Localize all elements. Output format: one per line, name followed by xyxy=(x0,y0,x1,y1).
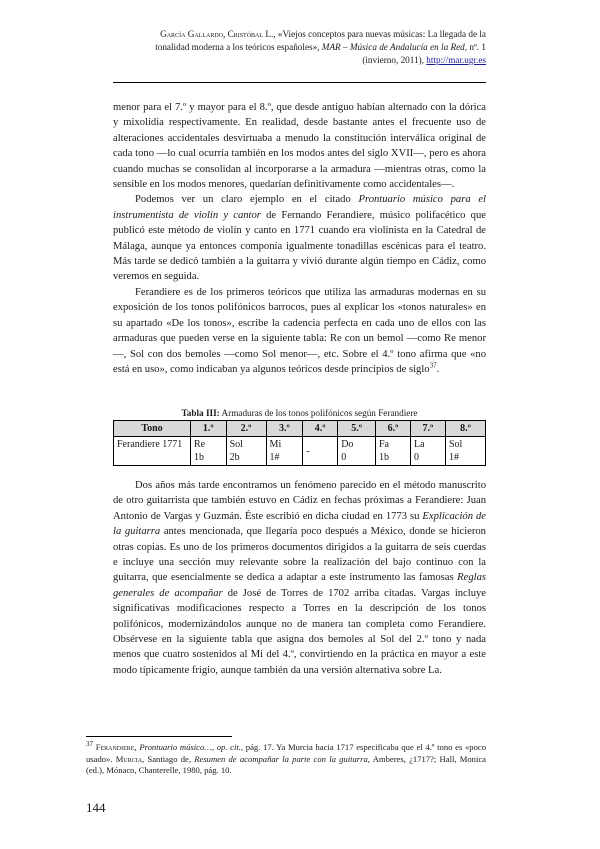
paragraph-4 xyxy=(113,478,486,678)
table-cell xyxy=(410,437,445,466)
header-url-link[interactable]: http://mar.ugr.es xyxy=(426,55,486,65)
main-text-top xyxy=(113,100,486,377)
main-text-bottom xyxy=(113,478,486,678)
tone-note: Sol xyxy=(229,439,243,450)
tone-signature: 1b xyxy=(194,452,204,463)
tone-signature: 0 xyxy=(341,452,347,463)
p4-title-explicacion: Explicación de la guitarra xyxy=(113,510,486,538)
table-cell xyxy=(338,437,376,466)
table-cell xyxy=(445,437,485,466)
key-signature-table xyxy=(113,420,486,466)
tone-note: Re xyxy=(194,439,206,450)
tone-note: La xyxy=(413,439,425,450)
tone-note: Sol xyxy=(448,439,463,450)
tone-signature: 2b xyxy=(229,452,240,463)
table-cell xyxy=(226,437,266,466)
page-number: 144 xyxy=(86,800,106,815)
footnote-text: , Amberes, ¿1717?; Hall, Monica (ed.), Mónaco, Chanterelle, 1980, pág. 10. xyxy=(86,753,486,775)
table-cell xyxy=(191,437,227,466)
paragraph-1: menor para el 7.º y mayor para el 8.º, que desde antiguo habían alternado con la dórica y mixolidia respectivamente. En realidad, desde bastante antes el frecuente uso de alteraciones accidentales desvirtuaba a menudo la constitución interválica original de cada tono —lo cual ocurría también en los modos antes del siglo XVII—, pero es ahora cuando muchas se consolidan al incorporarse a la armadura —mientras otras, como la sensible en los modos menores, quedarían definitivamente como accidentales—. xyxy=(113,102,486,191)
footnote-title: Prontuario músico…, op. cit. xyxy=(139,742,241,752)
paragraph-2 xyxy=(113,192,486,284)
footnote-text: , pág. 17. Ya Murcia hacia 1717 especificaba que el 4.º tono es «poco usado». xyxy=(86,742,486,764)
table-cell xyxy=(303,437,338,466)
header-article-title: , «Viejos conceptos para nuevas músicas: La llegada de la tonalidad moderna a los teóricos españoles», xyxy=(155,29,486,52)
header-divider xyxy=(113,82,486,83)
tone-signature: 1b xyxy=(378,452,389,463)
table-caption-label: Tabla III: xyxy=(181,408,220,418)
table-header-cell: 3.º xyxy=(266,421,303,437)
p2-text-b: de Fernando Ferandiere, músico polifacético que publicó este método de violín y canto en 1771 cuando era violinista en la Catedral de Málaga, aunque ya entonces componía igualmente tonadillas escénicas para el teatro. Más tarde se dedicó también a la guitarra y vivió durante algún tiempo en Cádiz, como veremos en seguida. xyxy=(113,209,486,283)
tone-signature: 0 xyxy=(413,452,419,463)
p4-text-a: Dos años más tarde encontramos un fenómeno parecido en el método manuscrito de otro guitarrista que también estuvo en Cádiz en fechas próximas a Ferandiere: Juan Antonio de Vargas y Guzmán. Éste escribió en dicha ciudad en 1773 su xyxy=(113,480,486,522)
footnote-text: , xyxy=(134,742,140,752)
paragraph-3 xyxy=(113,285,486,377)
footnote-37 xyxy=(86,742,486,777)
footnote-title: Resumen de acompañar la parte con la guitarra xyxy=(194,753,368,764)
table-header-cell: 8.º xyxy=(445,421,485,437)
table-cell xyxy=(375,437,410,466)
header-issue: , nº. 1 (invierno, 2011), xyxy=(362,42,486,65)
header-journal: MAR – Música de Andalucía en la Red xyxy=(321,42,465,52)
table-header-cell: 5.º xyxy=(338,421,376,437)
footnote-ref-37[interactable]: 37 xyxy=(429,361,437,370)
table-header-cell: 4.º xyxy=(303,421,338,437)
table-header-cell: 1.º xyxy=(191,421,227,437)
table-row-label: Ferandiere 1771 xyxy=(114,437,191,466)
p4-title-reglas: Reglas generales de acompañar xyxy=(113,572,486,599)
footnote-number: 37 xyxy=(86,740,93,749)
header-author: García Gallardo, Cristóbal L. xyxy=(160,29,274,39)
table-header-row xyxy=(114,421,486,437)
p2-book-title: Prontuario músico para el instrumentista de violín y cantor xyxy=(113,194,487,221)
tone-signature: 1# xyxy=(269,452,280,463)
table-caption-text: Armaduras de los tonos polifónicos según Ferandiere xyxy=(219,408,418,418)
table-cell xyxy=(266,437,303,466)
tone-note: - xyxy=(306,445,310,457)
tone-signature: 1# xyxy=(448,452,459,463)
table-caption xyxy=(113,407,486,419)
p3-text: Ferandiere es de los primeros teóricos que utiliza las armaduras modernas en su exposición de los tonos polifónicos barrocos, pues al explicar los «tonos naturales» en su apartado «De los tonos», escribe la cadencia perfecta en cada uno de ellos con las armaduras que pueden verse en la siguiente tabla: Re con un bemol —como Re menor—, Sol con dos bemoles —como Sol menor—, etc. Sobre el 4.º tono afirma que «no está en uso», como indicaban ya algunos teóricos desde principios de siglo xyxy=(113,286,486,375)
p3-end: . xyxy=(436,363,440,375)
footnote-author: Ferandiere xyxy=(93,742,135,752)
running-header xyxy=(140,28,486,67)
table-header-cell: 6.º xyxy=(375,421,410,437)
tone-note: Fa xyxy=(378,439,389,450)
tone-note: Do xyxy=(341,439,354,450)
p4-text-c: de José de Torres de 1702 arriba citadas. Vargas incluye significativas modificaciones respecto a Torres en la descripción de los tonos polifónicos, modernizándolos aunque no de manera tan completa como Ferandiere. Obsérvese en la siguiente tabla que asigna dos bemoles al Sol del 2.º tono y nada menos que cuatro sostenidos al Mi del 4.º, convirtiendo en la práctica en mayor a este modo típicamente frigio, aunque también da una versión alternativa sobre La. xyxy=(113,587,487,676)
table-header-cell: 2.º xyxy=(226,421,266,437)
p2-text-a: Podemos ver un claro ejemplo en el citado xyxy=(135,194,359,206)
footnote-author: Murcia xyxy=(115,753,143,764)
table-row xyxy=(114,437,486,466)
footnote-text: , Santiago de, xyxy=(142,753,195,764)
p4-text-b: antes mencionada, que llegaría poco después a México, donde se hicieron otras copias. Es uno de los primeros documentos dirigidos a la guitarra de seis cuerdas e incluye una sección muy relevante sobre la realización del bajo continuo con la guitarra, que esencialmente se dedica a adaptar a este instrumento las famosas xyxy=(113,526,486,584)
table-header-cell: 7.º xyxy=(410,421,445,437)
footnote-divider xyxy=(86,736,232,737)
table-header-cell: Tono xyxy=(114,421,191,437)
tone-note: Mi xyxy=(269,439,282,450)
